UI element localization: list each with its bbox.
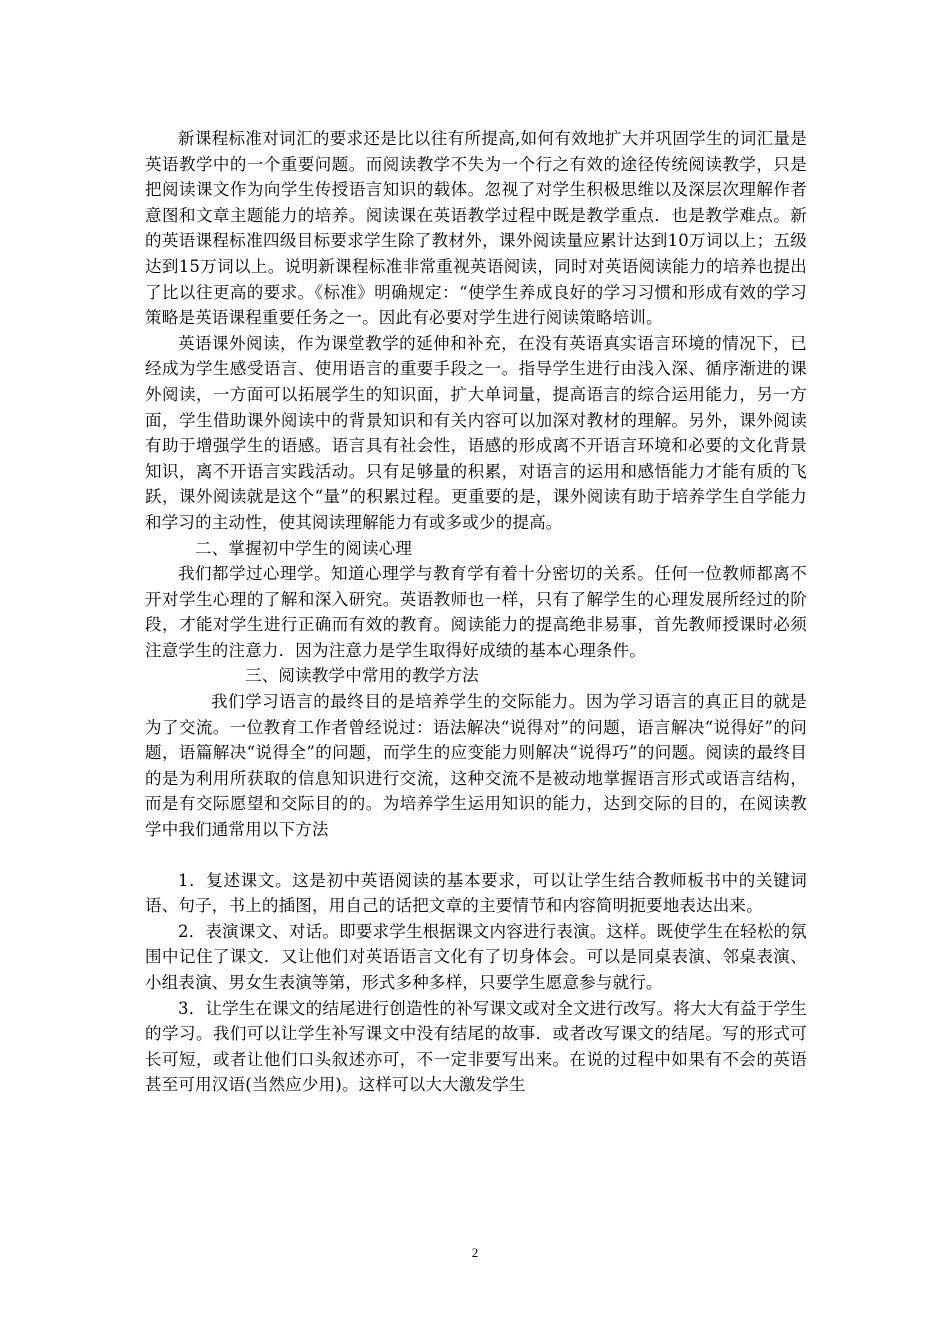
paragraph-vocabulary-requirements: 新课程标准对词汇的要求还是比以往有所提高,如何有效地扩大并巩固学生的词汇量是英语教学中的一个重要问题。而阅读教学不失为一个行之有效的途径传统阅读教学，只是把阅读课文作为向学生传授语言知识的载体。忽视了对学生积极思维以及深层次理解作者意图和文章主题能力的培养。阅读课在英语教学过程中既是教学重点．也是教学难点。新的英语课程标准四级目标要求学生除了教材外，课外阅读量应累计达到10万词以上；五级达到15万词以上。说明新课程标准非常重视英语阅读，同时对英语阅读能力的培养也提出了比以往更高的要求。《标准》明确规定：“使学生养成良好的学习习惯和形成有效的学习策略是英语课程重要任务之一。因此有必要对学生进行阅读策略培训。 [145,129,807,328]
paragraph-gap [145,843,807,868]
paragraph-extracurricular-reading: 英语课外阅读，作为课堂教学的延伸和补充，在没有英语真实语言环境的情况下，已经成为学生感受语言、使用语言的重要手段之一。指导学生进行由浅入深、循序渐进的课外阅读，一方面可以拓展学生的知识面，扩大单词量，提高语言的综合运用能力，另一方面，学生借助课外阅读中的背景知识和有关内容可以加深对教材的理解。另外，课外阅读有助于增强学生的语感。语言具有社会性，语感的形成离不开语言环境和必要的文化背景知识，离不开语言实践活动。只有足够量的积累，对语言的运用和感悟能力才能有质的飞跃，课外阅读就是这个“量”的积累过程。更重要的是，课外阅读有助于培养学生自学能力和学习的主动性，使其阅读理解能力有或多或少的提高。 [145,333,807,532]
list-item-creative-rewrite: 3．让学生在课文的结尾进行创造性的补写课文或对全文进行改写。将大大有益于学生的学习。我们可以让学生补写课文中没有结尾的故事．或者改写课文的结尾。写的形式可长可短，或者让他们口头叙述亦可，不一定非要写出来。在说的过程中如果有不会的英语甚至可用汉语(当然应少用)。这样可以大大激发学生 [145,998,807,1095]
paragraph-communication-goal: 我们学习语言的最终目的是培养学生的交际能力。因为学习语言的真正目的就是为了交流。一位教育工作者曾经说过：语法解决“说得对”的问题，语言解决“说得好”的问题，语篇解决“说得全”的问题，而学生的应变能力则解决“说得巧”的问题。阅读的最终目的是为利用所获取的信息知识进行交流，这种交流不是被动地掌握语言形式或语言结构，而是有交际愿望和交际目的的。为培养学生运用知识的能力，达到交际的目的，在阅读教学中我们通常用以下方法 [145,692,807,840]
list-item-retell-text: 1．复述课文。这是初中英语阅读的基本要求，可以让学生结合教师板书中的关键词语、句子，书上的插图，用自己的话把文章的主要情节和内容简明扼要地表达出来。 [145,870,807,916]
section-heading-teaching-methods: 三、阅读教学中常用的教学方法 [245,666,479,686]
section-heading-reading-psychology: 二、掌握初中学生的阅读心理 [195,538,413,558]
document-body [145,126,807,1098]
paragraph-psychology: 我们都学过心理学。知道心理学与教育学有着十分密切的关系。任何一位教师都离不开对学生心理的了解和深入研究。英语教师也一样，只有了解学生的心理发展所经过的阶段，才能对学生进行正确而有效的教育。阅读能力的提高绝非易事，首先教师授课时必须注意学生的注意力．因为注意力是学生取得好成绩的基本心理条件。 [145,564,807,660]
list-item-perform-dialogue: 2．表演课文、对话。即要求学生根据课文内容进行表演。这样。既使学生在轻松的氛围中记住了课文．又让他们对英语语言文化有了切身体会。可以是同桌表演、邻桌表演、小组表演、男女生表演等第，形式多种多样，只要学生愿意参与就行。 [145,921,807,992]
page-number: 2 [471,1245,479,1260]
